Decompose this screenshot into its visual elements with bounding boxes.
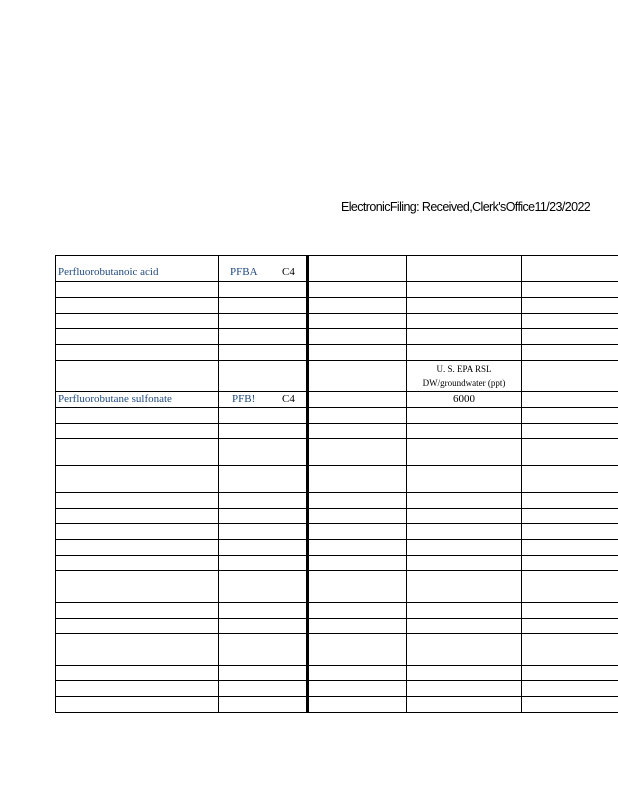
table-row-border: [55, 407, 618, 408]
table-row-border: [55, 633, 618, 634]
chemical-name-cell: Perfluorobutanoic acid: [58, 266, 159, 278]
table-row-border: [55, 438, 618, 439]
chain-length-cell: C4: [282, 393, 295, 405]
table-row-border: [55, 508, 618, 509]
epa-rsl-header-line2: DW/groundwater (ppt): [422, 378, 506, 388]
table-column-border: [406, 255, 407, 713]
table-row-border: [55, 255, 618, 256]
table-column-border: [218, 255, 219, 713]
filing-stamp: ElectronicFiling: Received,Clerk'sOffice11/23/2022: [341, 200, 591, 214]
epa-rsl-header-line1: U. S. EPA RSL: [436, 364, 492, 374]
table-row-border: [55, 313, 618, 314]
table-thick-divider: [306, 255, 309, 713]
table-row-border: [55, 555, 618, 556]
table-row-border: [55, 391, 618, 392]
table-row-border: [55, 712, 618, 713]
table-row-border: [55, 665, 618, 666]
table-row-border: [55, 523, 618, 524]
table-row-border: [55, 281, 618, 282]
table-row-border: [55, 696, 618, 697]
chain-length-cell: C4: [282, 266, 295, 278]
table-row-border: [55, 344, 618, 345]
table-row-border: [55, 465, 618, 466]
abbreviation-cell: PFBA: [230, 266, 258, 278]
epa-rsl-value-cell: 6000: [453, 393, 475, 405]
abbreviation-cell: PFB!: [232, 393, 256, 405]
table-row-border: [55, 492, 618, 493]
table-row-border: [55, 618, 618, 619]
table-row-border: [55, 328, 618, 329]
table-row-border: [55, 297, 618, 298]
table-column-border: [55, 255, 56, 713]
table-row-border: [55, 539, 618, 540]
chemical-name-cell: Perfluorobutane sulfonate: [58, 393, 172, 405]
table-row-border: [55, 360, 618, 361]
table-column-border: [521, 255, 522, 713]
table-row-border: [55, 602, 618, 603]
table-row-border: [55, 680, 618, 681]
table-row-border: [55, 570, 618, 571]
table-row-border: [55, 423, 618, 424]
